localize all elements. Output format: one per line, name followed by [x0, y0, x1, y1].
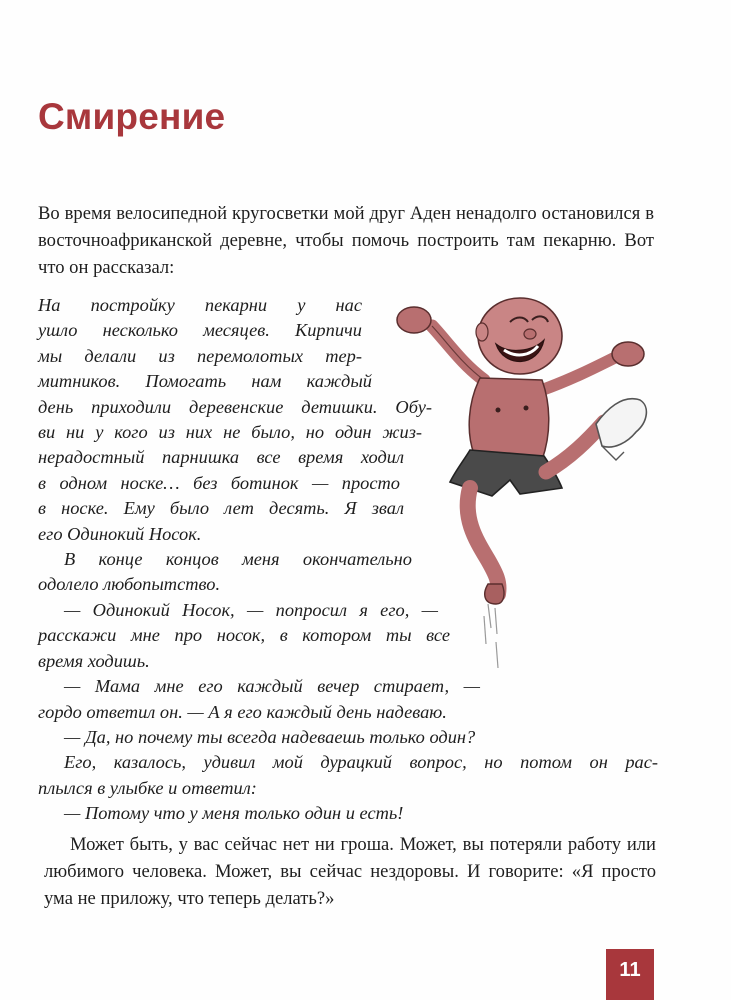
- story-line: мы делали из перемолотых тер-: [38, 345, 362, 366]
- story-line: — Одинокий Носок, — попросил я его, —: [64, 599, 438, 620]
- story-line: в одном носке… без ботинок — просто: [38, 472, 400, 493]
- story-line: одолело любопытство.: [38, 574, 221, 595]
- story-line: Его, казалось, удивил мой дурацкий вопрос, но потом он рас-: [64, 752, 658, 773]
- page-number-badge: 11: [606, 949, 654, 1000]
- story-line: время ходишь.: [38, 650, 150, 671]
- story-line: день приходили деревенские детишки. Обу-: [38, 396, 432, 417]
- page-title: Смирение: [38, 96, 226, 137]
- story-line: — Потому что у меня только один и есть!: [64, 803, 404, 824]
- story-line: митников. Помогать нам каждый: [38, 371, 372, 392]
- story-line: — Мама мне его каждый вечер стирает, —: [64, 676, 480, 697]
- story-line: В конце концов меня окончательно: [64, 549, 412, 570]
- jumping-boy-illustration: [392, 282, 657, 682]
- story-line: нерадостный парнишка все время ходил: [38, 447, 404, 468]
- story-line: в носке. Ему было лет десять. Я звал: [38, 498, 404, 519]
- story-line: его Одинокий Носок.: [38, 523, 202, 544]
- closing-paragraph: Может быть, у вас сейчас нет ни гроша. Может, вы потеряли работу или любимого человека. Может, вы сейчас нездоровы. И говорите: «Я просто ума не приложу, что теперь делать?»: [44, 834, 656, 909]
- intro-paragraph: Во время велосипедной кругосветки мой друг Аден ненадолго остановился в восточноафриканской деревне, чтобы помочь построить там пекарню. Вот что он рассказал:: [38, 203, 654, 278]
- story-line: ушло несколько месяцев. Кирпичи: [38, 320, 362, 341]
- story-line: ви ни у кого из них не было, но один жиз-: [38, 422, 422, 443]
- story-line: расскажи мне про носок, в котором ты все: [38, 625, 450, 646]
- story-line: — Да, но почему ты всегда надеваешь только один?: [64, 726, 476, 747]
- story-line: На постройку пекарни у нас: [38, 295, 362, 315]
- story-line: гордо ответил он. — А я его каждый день надеваю.: [38, 701, 447, 722]
- story-line: плылся в улыбке и ответил:: [38, 777, 257, 798]
